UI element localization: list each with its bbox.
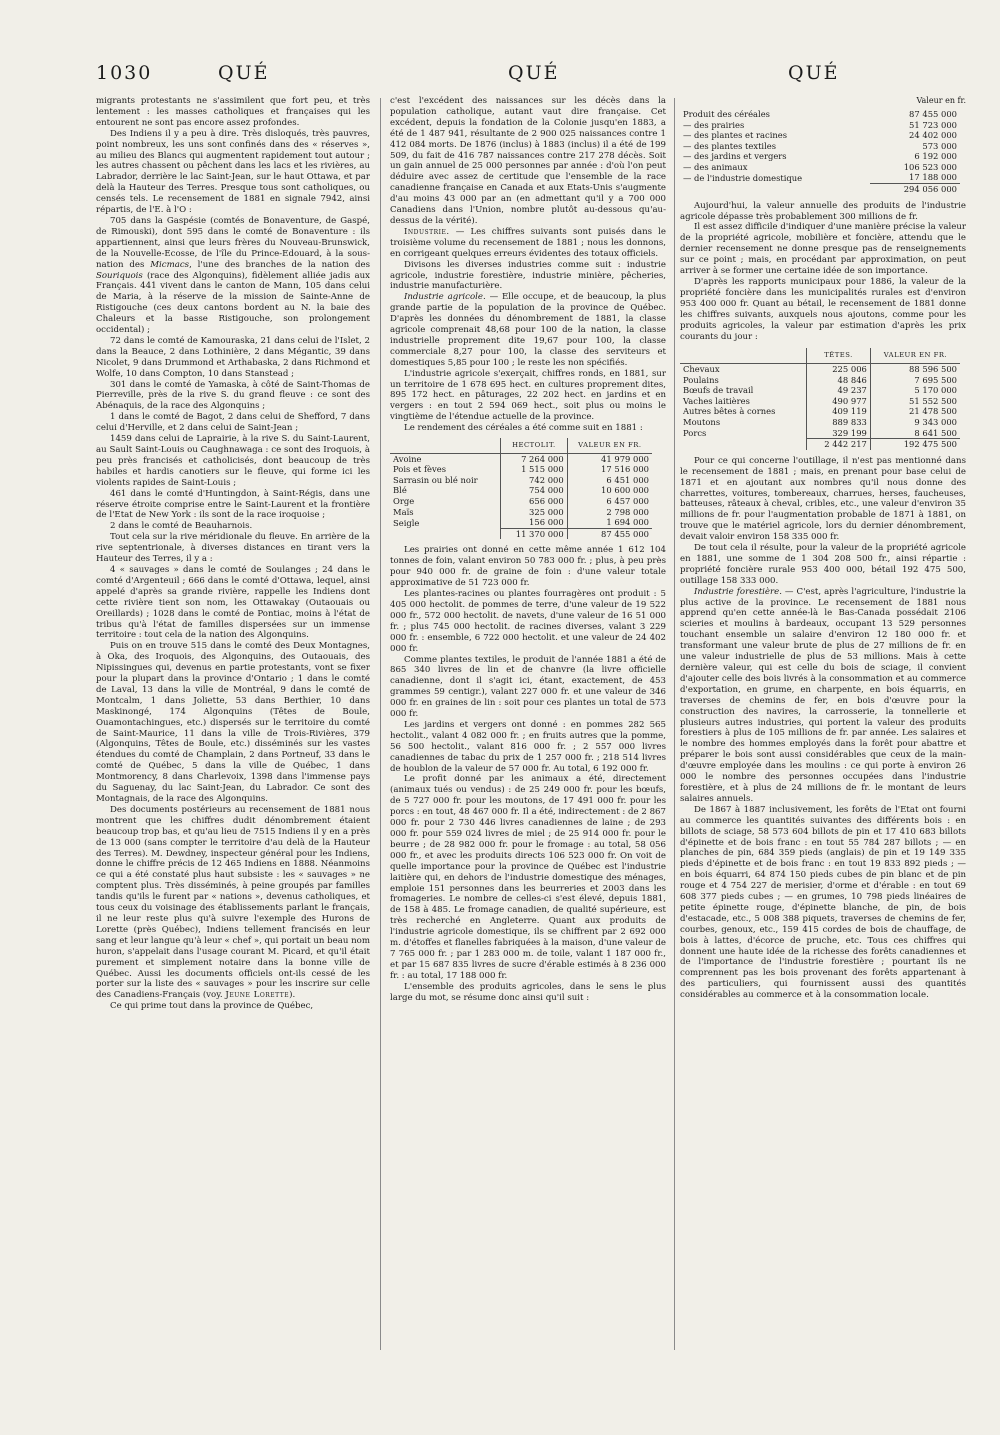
row-label: Seigle	[393, 517, 420, 528]
paragraph: Industrie agricole. — Elle occupe, et de beaucoup, la plus grande partie de la population de la province de Québec. D'après les données du dénombrement de 1881, la classe agricole comprenait 48,68 pour 100 de la nation, la classe industrielle proprement dite 19,67 pour 100, la classe commerciale 8,27 pour 100, la classe des serviteurs et domestiques 5,85 pour 100 ; le reste les non spécifiés.	[390, 292, 666, 368]
row-value: 17 188 000	[909, 172, 957, 183]
paragraph: Pour ce qui concerne l'outillage, il n'est pas mentionné dans le recensement de 1881 ; mais, en prenant pour base celui de 1871 et en ajoutant aux nombres qu'il nous donne des charrettes, voitures, tombereaux, charrues, herses, faucheuses, batteuses, râteaux à cheval, cribles, etc., une valeur d'environ 35 millions de fr. pour l'augmentation probable de 1871 à 1881, on trouve que le matériel agricole, lors du dernier dénombrement, devait valoir environ 158 335 000 fr.	[680, 455, 966, 543]
paragraph: Divisons les diverses industries comme suit : industrie agricole, industrie forestière, industrie minière, pêcheries, industrie manufacturière.	[390, 259, 666, 292]
paragraph: De 1867 à 1887 inclusivement, les forêts de l'Etat ont fourni au commerce les quantités suivantes des différents bois : en billots de sciage, 58 573 604 billots de pin et 17 410 683 billots d'épinette et de bois franc : en tout 55 784 287 billots ; — en planches de pin, 684 359 pieds (anglais) de pin et 19 149 335 pieds d'épinette et de bois franc : en tout 19 833 892 pieds ; — en bois équarri, 64 874 150 pieds cubes de pin blanc et de pin rouge et 4 754 227 de merisier, d'orme et d'érable : en tout 69 608 377 pieds cubes ; — en grumes, 10 798 pieds linéaires de petite épinette rouge, d'épinette blanche, de pin, de bois d'estacade, etc., 5 008 388 piquets, traverses de chemins de fer, courbes, genoux, etc., 159 415 cordes de bois de chauffage, de bois à lattes, d'écorce de pruche, etc. Tous ces chiffres qui donnent une haute idée de la richesse des forêts canadiennes et de l'importance de l'industrie forestière ; pourtant ils ne comprennent pas les bois provenant des forêts appartenant à des particuliers, qui fournissent aussi des quantités considérables au commerce et à la consommation locale.	[680, 804, 966, 1001]
row-value: 5 170 000	[870, 385, 960, 396]
paragraph: 2 dans le comté de Beauharnois.	[110, 521, 253, 532]
paragraph: 461 dans le comté d'Huntingdon, à Saint-Régis, dans une réserve étroite comprise entre le Saint-Laurent et la frontière de l'Etat de New York : ils sont de la race iroquoise ;	[96, 488, 370, 521]
table-header: VALEUR EN FR.	[567, 438, 652, 453]
paragraph: Industrie. — Les chiffres suivants sont puisés dans le troisième volume du recensement de 1881 ; nous les donnons, en corrigeant quelques erreurs évidentes des totaux officiels.	[390, 226, 666, 259]
row-value: 48 846	[807, 375, 871, 386]
row-value: 409 119	[807, 406, 871, 417]
row-label: Maïs	[393, 506, 414, 517]
table-row	[680, 162, 960, 173]
row-value: 51 552 500	[870, 396, 960, 407]
row-value: 742 000	[501, 475, 568, 486]
row-label: Bœufs de travail	[683, 385, 754, 396]
total-value: 11 370 000	[501, 528, 568, 539]
cross-reference: Jeune Lorette	[225, 990, 290, 1001]
paragraph: Industrie forestière. — C'est, après l'agriculture, l'industrie la plus active de la province. Le recensement de 1881 nous apprend qu'en cette année-là le Bas-Canada possédait 2106 scieries et moulins à bardeaux, occupant 13 529 personnes touchant ensemble un salaire d'environ 12 180 000 fr. et transformant une valeur brute de plus de 27 millions de fr. en une valeur industrielle de plus de 53 millions. Mais à cette dernière valeur, qui est celle du bois de sciage, il convient d'ajouter celle des bois livrés à la consommation et au commerce d'exportation, en grume, en charpente, en bois équarris, en traverses de chemins de fer, en bois d'œuvre pour la construction des navires, la carrosserie, la tonnellerie et plusieurs autres industries, qui portent la valeur des produits forestiers à plus de 105 millions de fr. par année. Les salaires et le nombre des hommes employés dans la forêt pour abattre et préparer le bois sont aussi considérables que ceux de la main-d'œuvre employée dans les moulins : ce qui porte à environ 26 000 le nombre des personnes occupées dans l'industrie forestière, et à plus de 24 millions de fr. le montant de leurs salaires annuels.	[680, 586, 966, 804]
row-value: 656 000	[501, 496, 568, 507]
paragraph: D'après les rapports municipaux pour 1886, la valeur de la propriété foncière dans les municipalités rurales est d'environ 953 400 000 fr. Quant au bétail, le recensement de 1881 donne les chiffres suivants, auxquels nous ajoutons, comme pour les produits agricoles, la valeur par estimation d'après les prix courants du jour :	[680, 277, 966, 342]
row-value: 573 000	[922, 140, 957, 151]
row-value: 49 237	[807, 385, 871, 396]
total-value: 294 056 000	[870, 184, 960, 195]
paragraph: Des documents postérieurs au recensement de 1881 nous montrent que les chiffres dudit dénombrement étaient beaucoup trop bas, et qu'au lieu de 7515 Indiens il y en a près de 13 000 (sans compter le territoire d'au delà de la Hauteur des Terres). M. Dewdney, inspecteur général pour les Indiens, donne le chiffre précis de 12 465 Indiens en 1888. Néanmoins ce qui a été constaté plus haut subsiste : les « sauvages » ne comptent plus. Très disséminés, à peine groupés par familles tandis qu'ils le furent par « nations », devenus catholiques, et tous ceux du voisinage des établissements parlant le français, il ne leur reste plus qu'à suivre l'exemple des Hurons de Lorette (près Québec), Indiens tellement francisés en leur sang et leur langue qu'à leur « chef », qui portait un beau nom huron, s'appelait dans l'usage courant M. Picard, et qu'il était purement et simplement notaire dans la bonne ville de Québec. Aussi les documents officiels ont-ils cessé de les porter sur la liste des « sauvages » pour les inscrire sur celle des Canadiens-Français (voy. Jeune Lorette).	[96, 804, 370, 1001]
row-label: Moutons	[683, 417, 721, 427]
cereal-table	[390, 438, 652, 539]
row-value: 7 264 000	[501, 453, 568, 464]
section-heading: Industrie forestière.	[694, 586, 782, 597]
page-number: 1030	[96, 62, 153, 84]
produits-table	[680, 109, 960, 195]
livestock-table	[680, 348, 960, 449]
table-header: VALEUR EN FR.	[870, 348, 960, 363]
paragraph: L'ensemble des produits agricoles, dans le sens le plus large du mot, se résume donc ainsi qu'il suit :	[390, 981, 666, 1003]
table-row	[680, 141, 960, 152]
table-row	[390, 475, 652, 486]
table-row	[680, 364, 960, 375]
total-value: 87 455 000	[567, 528, 652, 539]
paragraph: Aujourd'hui, la valeur annuelle des produits de l'industrie agricole dépasse très probablement 300 millions de fr.	[680, 200, 966, 222]
row-value: 9 343 000	[870, 417, 960, 428]
row-value: 17 516 000	[567, 464, 652, 475]
row-label: — de l'industrie domestique	[683, 172, 803, 183]
paragraph: c'est l'excédent des naissances sur les décès dans la population catholique, autant vaut dire française. Cet excédent, depuis la fondation de la Colonie jusqu'en 1883, a été de 1 487 941, résultante de 2 900 025 naissances contre 1 412 084 morts. De 1876 (inclus) à 1883 (inclus) il a été de 199 509, du fait de 416 787 naissances contre 217 278 décès. Soit un gain annuel de 25 000 personnes par année : d'où l'on peut déduire avec assez de certitude que l'ensemble de la race canadienne française en Canada et aux Etats-Unis s'augmente d'au moins 43 000 par an (en admettant qu'il y a 700 000 Canadiens dans l'Union, nombre plutôt au-dessous qu'au-dessus de la vérité).	[390, 96, 666, 226]
row-label: Blé	[393, 485, 407, 496]
table-row	[680, 385, 960, 396]
row-label: Pois et fèves	[393, 464, 447, 475]
paragraph: 705 dans la Gaspésie (comtés de Bonaventure, de Gaspé, de Rimouski), dont 595 dans le comté de Bonaventure : ils appartiennent, ainsi que leurs frères du Nouveau-Brunswick, de la Nouvelle-Ecosse, de l'île du Prince-Edouard, à la sous-nation des Micmacs, l'une des branches de la nation des Souriquois (race des Algonquins), fidèlement alliée jadis aux Français. 441 vivent dans le canton de Mann, 105 dans celui de Maria, à la réserve de la mission de Sainte-Anne de Ristigouche (ces deux cantons bordent au N. la baie des Chaleurs et la basse Ristigouche, son prolongement occidental) ;	[96, 215, 370, 336]
row-label: Poulains	[683, 374, 719, 385]
row-label: Avoine	[393, 453, 422, 464]
row-value: 8 641 500	[870, 428, 960, 439]
table-row	[390, 464, 652, 475]
page-header	[0, 62, 1000, 92]
table-row	[390, 517, 652, 528]
row-value: 225 006	[807, 364, 871, 375]
row-value: 10 600 000	[567, 485, 652, 496]
paragraph: Les plantes-racines ou plantes fourragères ont produit : 5 405 000 hectolit. de pommes de terre, d'une valeur de 19 522 000 fr., 572 000 hectolit. de navets, d'une valeur de 16 51 000 fr. ; plus 745 000 hectolit. de racines diverses, valant 3 229 000 fr. : ensemble, 6 722 000 hectolit. et une valeur de 24 402 000 fr.	[390, 589, 666, 654]
table-row	[390, 496, 652, 507]
paragraph: De tout cela il résulte, pour la valeur de la propriété agricole en 1881, une somme de 1 304 208 500 fr., ainsi répartie : propriété foncière rurale 953 400 000, bétail 192 475 500, outillage 158 333 000.	[680, 543, 966, 586]
paragraph: Les jardins et vergers ont donné : en pommes 282 565 hectolit., valant 4 082 000 fr. ; en fruits autres que la pomme, 56 500 hectolit., valant 816 000 fr. ; 2 557 000 livres canadiennes de tabac du prix de 1 257 000 fr. ; 218 514 livres de houblon de la valeur de 57 000 fr. Au total, 6 192 000 fr.	[390, 719, 666, 774]
total-value: 192 475 500	[870, 439, 960, 450]
row-value: 6 451 000	[567, 475, 652, 486]
row-label: Porcs	[683, 427, 707, 438]
row-value: 329 199	[807, 428, 871, 439]
table-row	[680, 151, 960, 162]
total-value: 2 442 217	[807, 439, 871, 450]
column-rule	[674, 98, 675, 1350]
row-value: 88 596 500	[870, 364, 960, 375]
row-value: 6 192 000	[914, 151, 957, 162]
table-row	[390, 507, 652, 518]
paragraph: migrants protestants ne s'assimilent que fort peu, et très lentement : les masses catholiques et françaises qui les entourent ne sont pas encore assez profondes.	[96, 96, 370, 128]
paragraph: L'industrie agricole s'exerçait, chiffres ronds, en 1881, sur un territoire de 1 678 695 hect. en cultures proprement dites, 895 172 hect. en pâturages, 22 202 hect. en jardins et en vergers : en tout 2 594 069 hect., soit plus ou moins le vingtième de l'étendue actuelle de la province.	[390, 368, 666, 423]
row-label: — des jardins et vergers	[683, 151, 787, 162]
row-value: 21 478 500	[870, 406, 960, 417]
table-header: HECTOLIT.	[501, 438, 568, 453]
paragraph: Le profit donné par les animaux a été, directement (animaux tués ou vendus) : de 25 249 000 fr. pour les bœufs, de 5 727 000 fr. pour les moutons, de 17 491 000 fr. pour les porcs : en tout, 48 467 000 fr. Il a été, indirectement : de 2 867 000 fr. pour 2 730 446 livres canadiennes de laine ; de 293 000 fr. pour 559 024 livres de miel ; de 25 914 000 fr. pour le beurre ; de 28 982 000 fr. pour le fromage : au total, 58 056 000 fr., et avec les produits directs 106 523 000 fr. On voit de quelle importance pour la province de Québec est l'industrie laitière qui, en dehors de l'industrie domestique des ménages, emploie 151 personnes dans les beurreries et 2003 dans les fromageries. Le nombre de celles-ci s'est élevé, depuis 1881, de 158 à 485. Le fromage canadien, de qualité supérieure, est très recherché en Angleterre. Quant aux produits de l'industrie agricole domestique, ils se chiffrent par 2 692 000 m. d'étoffes et flanelles fabriquées à la maison, d'une valeur de 7 765 000 fr. ; par 1 283 000 m. de toile, valant 1 187 000 fr., et par 15 687 835 livres de sucre d'érable estimés à 8 236 000 fr. : au total, 17 188 000 fr.	[390, 774, 666, 981]
paragraph: 301 dans le comté de Yamaska, à côté de Saint-Thomas de Pierreville, près de la rive S. du grand fleuve : ce sont des Abénaquis, de la race des Algonquins ;	[96, 379, 370, 412]
table-row	[680, 109, 960, 120]
paragraph: Les prairies ont donné en cette même année 1 612 104 tonnes de foin, valant environ 50 783 000 fr. ; plus, à peu près pour 940 000 fr. de graine de foin : d'une valeur totale approximative de 51 723 000 fr.	[390, 545, 666, 589]
table-header: TÊTES.	[807, 348, 871, 363]
section-heading: Industrie.	[404, 226, 450, 237]
text-column-2	[390, 96, 666, 1004]
table-row	[680, 396, 960, 407]
row-value: 156 000	[501, 517, 568, 528]
text-column-3	[680, 96, 966, 1001]
table-row	[680, 428, 960, 439]
row-value: 754 000	[501, 485, 568, 496]
paragraph: Puis on en trouve 515 dans le comté des Deux Montagnes, à Oka, des Iroquois, des Algonquins, des Outaouais, des Nipissingues qui, devenus en partie protestants, vont se fixer pour la plupart dans la province d'Ontario ; 1 dans le comté de Laval, 13 dans la ville de Montréal, 9 dans le comté de Montcalm, 1 dans Joliette, 53 dans Berthier, 10 dans Maskinongé, 174 Algonquins (Têtes de Boule, Ouamontachingues, etc.) dispersés sur le territoire du comté de Saint-Maurice, 11 dans la ville de Trois-Rivières, 379 (Algonquins, Têtes de Boule, etc.) disséminés sur les vastes étendues du comté de Champlain, 2 dans Portneuf, 33 dans le comté de Québec, 5 dans la ville de Québec, 1 dans Montmorency, 8 dans Charlevoix, 1398 dans l'immense pays du Saguenay, du lac Saint-Jean, du Labrador. Ce sont des Montagnais, de la race des Algonquins.	[96, 641, 370, 804]
row-value: 106 523 000	[903, 161, 957, 172]
running-title-right: QUÉ	[788, 62, 840, 84]
paragraph: 1459 dans celui de Laprairie, à la rive S. du Saint-Laurent, au Sault Saint-Louis ou Caughnawaga : ce sont des Iroquois, à peu près francisés et catholicisés, dont beaucoup de très habiles et hardis canotiers sur le fleuve, qui forme ici les violents rapides de Saint-Louis ;	[96, 434, 370, 488]
row-value: 24 402 000	[909, 130, 957, 141]
row-label: Chevaux	[683, 364, 720, 375]
column-rule	[380, 98, 381, 1350]
row-label: Orge	[393, 496, 415, 507]
table-row	[680, 172, 960, 183]
row-label: — des animaux	[683, 161, 748, 172]
row-value: 41 979 000	[567, 453, 652, 464]
text-column-1	[96, 96, 370, 1012]
paragraph: 4 « sauvages » dans le comté de Soulanges ; 24 dans le comté d'Argenteuil ; 666 dans le comté d'Ottawa, lequel, ainsi appelé d'après sa grande rivière, rappelle les Indiens dont cette rivière tient son nom, les Ottawakay (Outaouais ou Oreillards) ; 1028 dans le comté de Pontiac, moins à l'état de tribus qu'à l'état de familles dispersées sur un immense territoire : tout cela de la nation des Algonquins.	[96, 564, 370, 641]
paragraph: Il est assez difficile d'indiquer d'une manière précise la valeur de la propriété agricole, mobilière et foncière, attendu que le dernier recensement ne donne presque pas de renseignements sur ce point ; mais, en procédant par approximation, on peut arriver à se former une certaine idée de son importance.	[680, 222, 966, 277]
running-title-left: QUÉ	[218, 62, 270, 84]
paragraph: Tout cela sur la rive méridionale du fleuve. En arrière de la rive septentrionale, à diverses distances en tirant vers la Hauteur des Terres, il y a :	[96, 532, 370, 565]
row-value: 490 977	[807, 396, 871, 407]
paragraph: 72 dans le comté de Kamouraska, 21 dans celui de l'Islet, 2 dans la Beauce, 2 dans Lothinière, 2 dans Mégantic, 39 dans Nicolet, 9 dans Drummond et Arthabaska, 2 dans Richmond et Wolfe, 10 dans Compton, 10 dans Stanstead ;	[96, 335, 370, 379]
row-value: 87 455 000	[909, 108, 957, 119]
row-value: 6 457 000	[567, 496, 652, 507]
table-row	[680, 417, 960, 428]
table-row	[680, 120, 960, 131]
total-row	[680, 439, 960, 450]
row-label: — des plantes et racines	[683, 130, 788, 141]
table-row	[390, 485, 652, 496]
paragraph: 1 dans le comté de Bagot, 2 dans celui de Shefford, 7 dans celui d'Herville, et 2 dans celui de Saint-Jean ;	[96, 412, 370, 434]
unit-label: Valeur en fr.	[916, 96, 966, 105]
table-row	[680, 406, 960, 417]
row-value: 7 695 500	[870, 375, 960, 386]
section-heading: Industrie agricole.	[404, 292, 486, 303]
table-row	[680, 130, 960, 141]
table-row	[680, 375, 960, 386]
row-label: — des plantes textiles	[683, 140, 777, 151]
row-label: Sarrasin ou blé noir	[393, 474, 478, 485]
row-label: Vaches laitières	[683, 395, 750, 406]
row-value: 2 798 000	[567, 507, 652, 518]
row-value: 1 694 000	[567, 517, 652, 528]
total-row	[680, 184, 960, 195]
paragraph: Ce qui prime tout dans la province de Québec,	[110, 1001, 314, 1012]
row-label: — des prairies	[683, 119, 745, 130]
row-value: 325 000	[501, 507, 568, 518]
row-label: Produit des céréales	[683, 108, 770, 119]
table-row	[390, 453, 652, 464]
running-title-center: QUÉ	[508, 62, 560, 84]
paragraph: Le rendement des céréales a été comme suit en 1881 :	[404, 423, 643, 434]
row-value: 51 723 000	[909, 119, 957, 130]
paragraph: Comme plantes textiles, le produit de l'année 1881 a été de 865 340 livres de lin et de chanvre (la livre officielle canadienne, dont il s'agit ici, étant, exactement, de 453 grammes 59 centigr.), valant 227 000 fr. et une valeur de 346 000 fr. en graines de lin : soit pour ces plantes un total de 573 000 fr.	[390, 654, 666, 720]
row-label: Autres bêtes à cornes	[683, 406, 776, 417]
total-row	[390, 528, 652, 539]
row-value: 889 833	[807, 417, 871, 428]
paragraph: Des Indiens il y a peu à dire. Très disloqués, très pauvres, point nombreux, les uns sont confinés dans des « réserves », au milieu des Blancs qui augmentent rapidement tout autour ; les autres chassent ou pêchent dans les lacs et les rivières, au Labrador, derrière le lac Saint-Jean, sur le haut Ottawa, et par delà la Hauteur des Terres. Presque tous sont catholiques, ou censés tels. Le recensement de 1881 en signale 7942, ainsi répartis, de l'E. à l'O :	[96, 128, 370, 216]
row-value: 1 515 000	[501, 464, 568, 475]
